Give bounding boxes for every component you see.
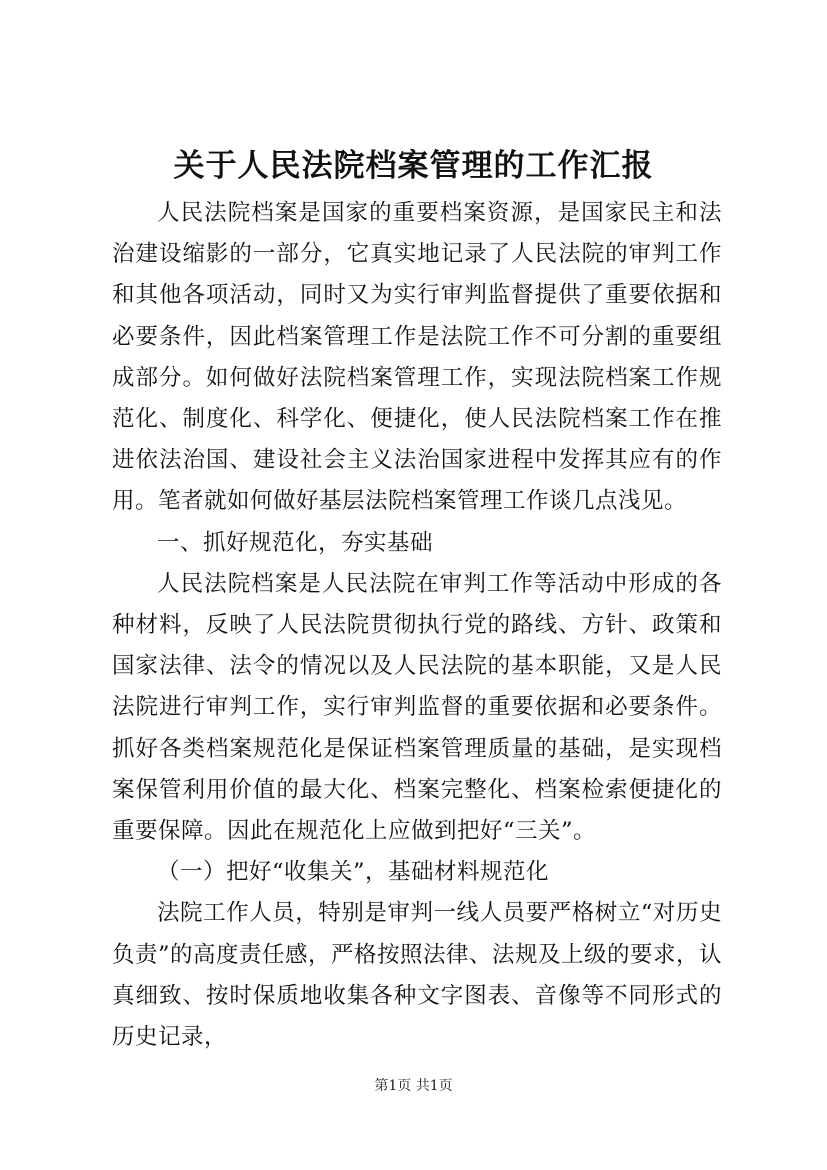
section-heading-1: 一、抓好规范化，夯实基础 [157, 529, 434, 556]
subsection-1-paragraph: 法院工作人员，特别是审判一线人员要严格树立“对历史负责”的高度责任感，严格按照法律、法规及上级的要求，认真细致、按时保质地收集各种文字图表、音像等不同形式的历史记录， [112, 900, 723, 1051]
subsection-heading-1: （一）把好“收集关”，基础材料规范化 [157, 859, 550, 886]
page-footer: 第1页 共1页 [374, 1078, 453, 1094]
document-body [112, 193, 722, 1058]
section-1-paragraph: 人民法院档案是人民法院在审判工作等活动中形成的各种材料，反映了人民法院贯彻执行党的路线、方针、政策和国家法律、法令的情况以及人民法院的基本职能，又是人民法院进行审判工作，实行审判监督的重要依据和必要条件。抓好各类档案规范化是保证档案管理质量的基础，是实现档案保管利用价值的最大化、档案完整化、档案检索便捷化的重要保障。因此在规范化上应做到把好“三关”。 [112, 570, 722, 845]
document-title: 关于人民法院档案管理的工作汇报 [173, 148, 654, 184]
intro-paragraph: 人民法院档案是国家的重要档案资源，是国家民主和法治建设缩影的一部分，它真实地记录了人民法院的审判工作和其他各项活动，同时又为实行审判监督提供了重要依据和必要条件，因此档案管理工作是法院工作不可分割的重要组成部分。如何做好法院档案管理工作，实现法院档案工作规范化、制度化、科学化、便捷化，使人民法院档案工作在推进依法治国、建设社会主义法治国家进程中发挥其应有的作用。笔者就如何做好基层法院档案管理工作谈几点浅见。 [112, 200, 722, 515]
